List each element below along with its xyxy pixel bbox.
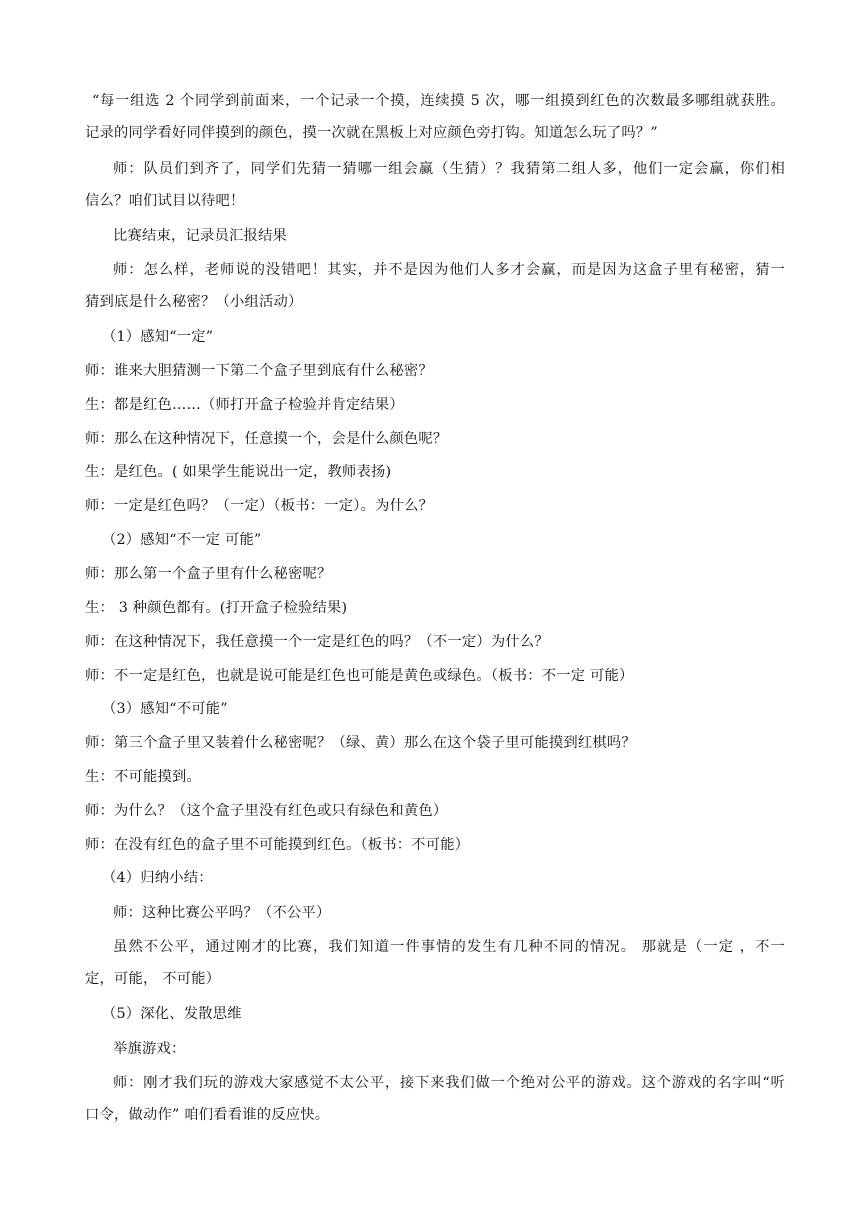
dialogue-line-12: 师：为什么？（这个盒子里没有红色或只有绿色和黄色） [85,803,448,819]
section-heading-1: （1）感知“一定” [102,329,214,345]
paragraph-line-4: 信么？咱们试目以待吧！ [85,193,245,209]
section-heading-4: （4）归纳小结： [102,870,213,886]
dialogue-line-5: 师：一定是红色吗？（一定）（板书：一定）。为什么？ [85,498,434,514]
dialogue-line-7: 生： 3 种颜色都有。(打开盒子检验结果) [85,600,348,616]
section-heading-5: （5）深化、发散思维 [102,1006,242,1022]
paragraph-line-13: 口令，做动作” 咱们看看谁的反应快。 [85,1107,330,1123]
paragraph-line-3: 师：队员们到齐了，同学们先猜一猜哪一组会赢（生猜）？我猜第二组人多，他们一定会赢，你们相 [113,161,785,177]
paragraph-line-5: 比赛结束，记录员汇报结果 [113,228,287,244]
dialogue-line-11: 生：不可能摸到。 [85,769,201,785]
paragraph-line-10: 定，可能， 不可能） [85,971,221,987]
dialogue-line-6: 师：那么第一个盒子里有什么秘密呢？ [85,566,332,582]
paragraph-line-6: 师：怎么样，老师说的没错吧！其实，并不是因为他们人多才会赢，而是因为这盒子里有秘密，猜一 [113,262,785,278]
paragraph-line-9: 虽然不公平，通过刚才的比赛，我们知道一件事情的发生有几种不同的情况。 那就是（一定 ，不一 [113,939,785,955]
dialogue-line-8: 师：在这种情况下，我任意摸一个一定是红色的吗？（不一定）为什么？ [85,634,549,650]
dialogue-line-3: 师：那么在这种情况下，任意摸一个，会是什么颜色呢？ [85,431,448,447]
paragraph-line-1: “每一组选 2 个同学到前面来，一个记录一个摸，连续摸 5 次，哪一组摸到红色的次数最多哪组就获胜。 [92,93,785,109]
dialogue-line-1: 师：谁来大胆猜测一下第二个盒子里到底有什么秘密？ [85,363,433,379]
section-heading-2: （2）感知“不一定 可能” [102,532,262,548]
paragraph-line-7: 猜到底是什么秘密？（小组活动） [85,294,303,310]
dialogue-line-10: 师：第三个盒子里又装着什么秘密呢？（绿、黄）那么在这个袋子里可能摸到红棋吗？ [85,735,636,751]
paragraph-line-11: 举旗游戏： [113,1041,186,1057]
paragraph-line-8: 师：这种比赛公平吗？（不公平） [113,905,331,921]
dialogue-line-9: 师：不一定是红色，也就是说可能是红色也可能是黄色或绿色。（板书：不一定 可能） [85,668,634,684]
dialogue-line-4: 生：是红色。( 如果学生能说出一定，教师表扬) [85,464,392,480]
paragraph-line-2: 记录的同学看好同伴摸到的颜色，摸一次就在黑板上对应颜色旁打钩。知道怎么玩了吗？” [85,125,658,141]
paragraph-line-12: 师：刚才我们玩的游戏大家感觉不太公平，接下来我们做一个绝对公平的游戏。这个游戏的名字叫“听 [113,1075,785,1091]
dialogue-line-13: 师：在没有红色的盒子里不可能摸到红色。（板书：不可能） [85,837,470,853]
dialogue-line-2: 生：都是红色……（师打开盒子检验并肯定结果） [85,397,404,413]
section-heading-3: （3）感知“不可能” [102,701,228,717]
